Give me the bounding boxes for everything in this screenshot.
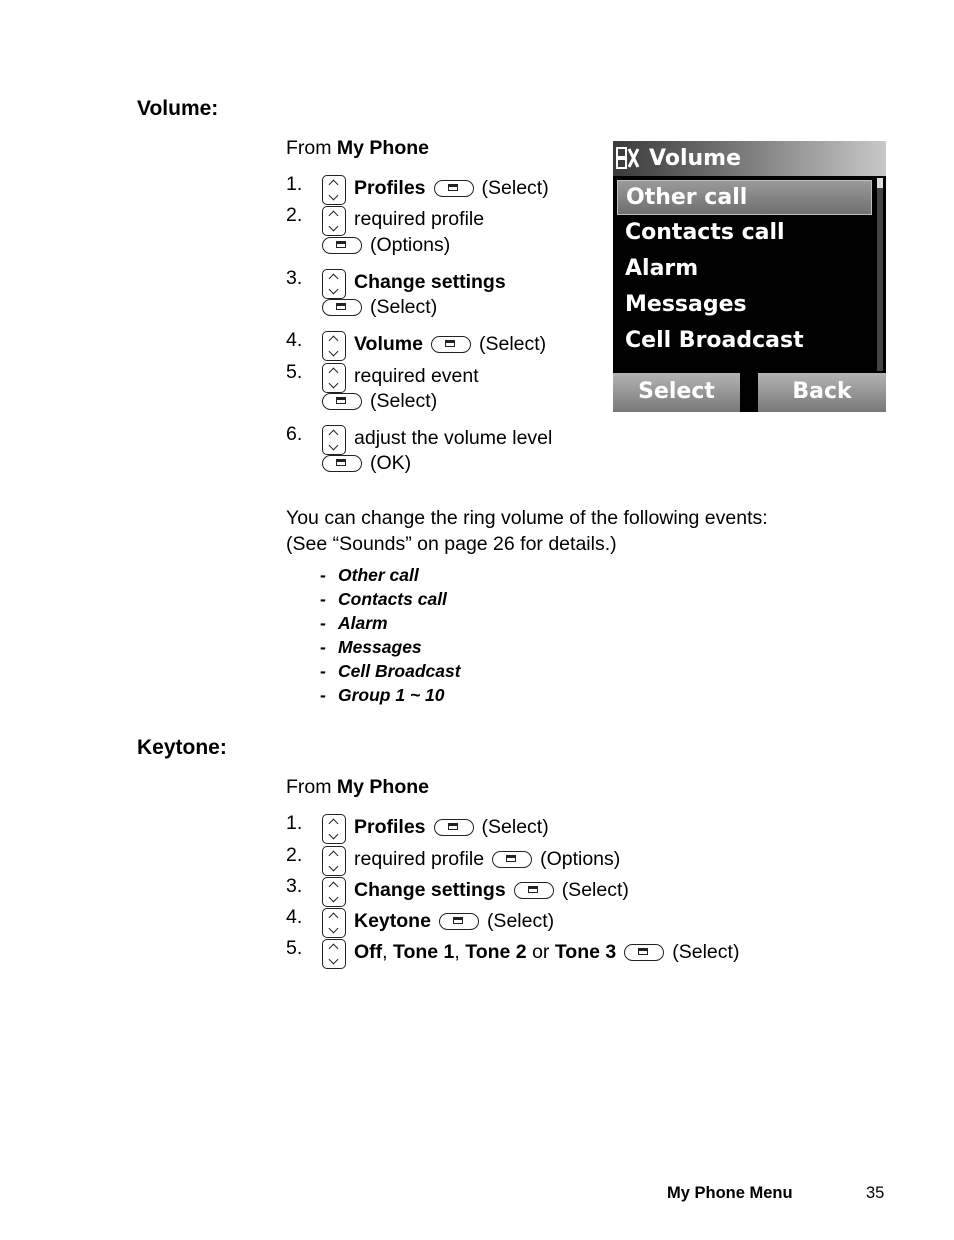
volume-intro-line-1: You can change the ring volume of the following events: bbox=[286, 507, 768, 529]
soft-key-icon bbox=[434, 180, 474, 197]
navigation-key-icon bbox=[322, 331, 346, 361]
volume-step-6-cont: (OK) bbox=[322, 450, 411, 476]
volume-events-list bbox=[320, 563, 461, 707]
soft-key-icon bbox=[322, 393, 362, 410]
page-number: 35 bbox=[866, 1184, 885, 1202]
phone-menu-item-cell-broadcast[interactable]: Cell Broadcast bbox=[625, 328, 804, 353]
volume-step-5-cont: (Select) bbox=[322, 388, 437, 414]
list-item: - Contacts call bbox=[320, 589, 447, 609]
phone-title: Volume bbox=[649, 146, 741, 171]
navigation-key-icon bbox=[322, 846, 346, 876]
soft-key-icon bbox=[514, 882, 554, 899]
from-menu-name: My Phone bbox=[336, 776, 430, 798]
list-item: - Cell Broadcast bbox=[320, 661, 461, 681]
list-item: - Group 1 ~ 10 bbox=[320, 685, 445, 705]
soft-key-icon bbox=[322, 237, 362, 254]
phone-scrollbar[interactable] bbox=[877, 178, 883, 371]
phone-soft-select-button[interactable]: Select bbox=[613, 373, 740, 412]
volume-intro-line-2: (See “Sounds” on page 26 for details.) bbox=[286, 533, 617, 555]
phone-menu bbox=[613, 178, 886, 359]
navigation-key-icon bbox=[322, 814, 346, 844]
phone-menu-item-messages[interactable]: Messages bbox=[625, 292, 747, 317]
navigation-key-icon bbox=[322, 939, 346, 969]
navigation-key-icon bbox=[322, 877, 346, 907]
navigation-key-icon bbox=[322, 175, 346, 205]
soft-key-icon bbox=[492, 851, 532, 868]
list-item: - Messages bbox=[320, 637, 422, 657]
list-item: - Alarm bbox=[320, 613, 388, 633]
list-item: - Other call bbox=[320, 565, 419, 585]
keytone-from-line: From My Phone bbox=[286, 776, 430, 798]
phone-title-bar bbox=[613, 141, 886, 176]
soft-key-icon bbox=[439, 913, 479, 930]
from-menu-name: My Phone bbox=[336, 137, 430, 159]
soft-key-icon bbox=[431, 336, 471, 353]
footer-section-title: My Phone Menu bbox=[667, 1184, 793, 1202]
volume-step-3-cont: (Select) bbox=[322, 294, 437, 320]
phone-menu-item-other-call[interactable]: Other call bbox=[617, 180, 872, 215]
volume-settings-icon bbox=[616, 146, 640, 170]
navigation-key-icon bbox=[322, 908, 346, 938]
soft-key-icon bbox=[322, 455, 362, 472]
soft-key-icon bbox=[322, 299, 362, 316]
volume-heading: Volume: bbox=[137, 97, 219, 120]
volume-from-line: From My Phone bbox=[286, 137, 430, 159]
volume-step-2-cont: (Options) bbox=[322, 232, 450, 258]
phone-soft-back-button[interactable]: Back bbox=[758, 373, 886, 412]
phone-menu-item-contacts-call[interactable]: Contacts call bbox=[625, 220, 785, 245]
keytone-heading: Keytone: bbox=[137, 736, 227, 759]
soft-key-icon bbox=[624, 944, 664, 961]
soft-key-icon bbox=[434, 819, 474, 836]
phone-screen bbox=[613, 141, 886, 412]
phone-menu-item-alarm[interactable]: Alarm bbox=[625, 256, 699, 281]
